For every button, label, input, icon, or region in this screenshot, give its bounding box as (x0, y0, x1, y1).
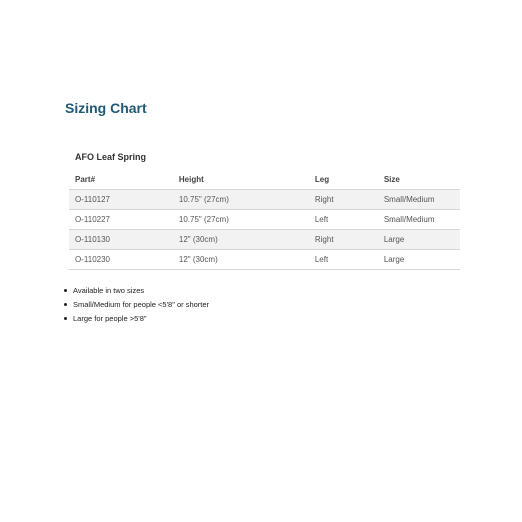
cell-size: Small/Medium (378, 190, 460, 210)
table-caption: AFO Leaf Spring (75, 152, 147, 162)
cell-part: O-110230 (69, 250, 173, 270)
list-item (63, 312, 209, 326)
bullet-icon (64, 317, 67, 320)
column-header-height: Height (173, 170, 309, 190)
cell-height: 12" (30cm) (173, 250, 309, 270)
note-text: Large for people >5'8" (73, 314, 147, 323)
cell-part: O-110127 (69, 190, 173, 210)
bullet-icon (64, 289, 67, 292)
sizing-notes-list (63, 284, 209, 326)
note-text: Small/Medium for people <5'8" or shorter (73, 300, 210, 309)
table-row (69, 250, 460, 270)
cell-height: 12" (30cm) (173, 230, 309, 250)
table-row (69, 230, 460, 250)
table-row (69, 190, 460, 210)
list-item (63, 298, 209, 312)
cell-height: 10.75" (27cm) (173, 190, 309, 210)
cell-part: O-110130 (69, 230, 173, 250)
note-text: Available in two sizes (73, 286, 145, 295)
cell-leg: Right (309, 230, 378, 250)
cell-size: Small/Medium (378, 210, 460, 230)
page-title: Sizing Chart (65, 100, 147, 116)
cell-height: 10.75" (27cm) (173, 210, 309, 230)
column-header-leg: Leg (309, 170, 378, 190)
table-row (69, 210, 460, 230)
list-item (63, 284, 209, 298)
cell-size: Large (378, 230, 460, 250)
column-header-size: Size (378, 170, 460, 190)
cell-part: O-110227 (69, 210, 173, 230)
sizing-table (69, 170, 460, 270)
cell-leg: Left (309, 210, 378, 230)
column-header-part: Part# (69, 170, 173, 190)
bullet-icon (64, 303, 67, 306)
table-header-row (69, 170, 460, 190)
cell-leg: Left (309, 250, 378, 270)
cell-leg: Right (309, 190, 378, 210)
cell-size: Large (378, 250, 460, 270)
